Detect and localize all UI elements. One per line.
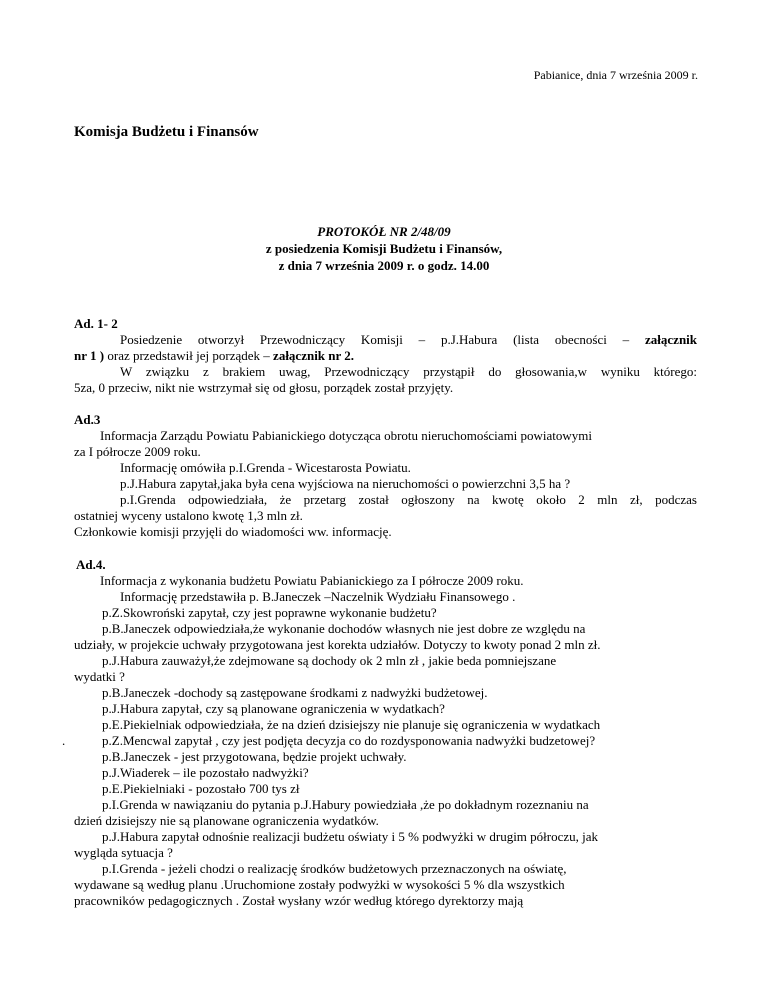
paragraph-line: Informację przedstawiła p. B.Janeczek –Naczelnik Wydziału Finansowego . (120, 589, 516, 604)
section-heading: Ad. 1- 2 (74, 316, 118, 331)
paragraph-line: Informację omówiła p.I.Grenda - Wicestarosta Powiatu. (120, 460, 411, 475)
section-ad-3 (74, 412, 697, 540)
paragraph-line: p.J.Wiaderek – ile pozostało nadwyżki? (102, 765, 309, 780)
paragraph-line: p.I.Grenda - jeżeli chodzi o realizację środków budżetowych przeznaczonych na oświatę, (102, 861, 567, 876)
section-ad-4 (74, 557, 697, 909)
paragraph-line: p.B.Janeczek - jest przygotowana, będzie projekt uchwały. (102, 749, 407, 764)
paragraph-line: p.J.Habura zapytał,jaka była cena wyjściowa na nieruchomości o powierzchni 3,5 ha ? (120, 476, 571, 491)
protocol-number: PROTOKÓŁ NR 2/48/09 (317, 224, 451, 239)
document-date: Pabianice, dnia 7 września 2009 r. (533, 68, 698, 82)
paragraph-line: p.B.Janeczek -dochody są zastępowane środkami z nadwyżki budżetowej. (102, 685, 488, 700)
paragraph-line: p.I.Grenda odpowiedziała, że przetarg został ogłoszony na kwotę około 2 mln zł, podczas (120, 492, 697, 507)
paragraph-line: nr 1 ) oraz przedstawił jej porządek – załącznik nr 2. (74, 348, 355, 363)
protocol-subtitle: z posiedzenia Komisji Budżetu i Finansów, (265, 241, 503, 256)
paragraph-line: Członkowie komisji przyjęli do wiadomości ww. informację. (74, 524, 392, 539)
section-heading: Ad.4. (76, 557, 106, 572)
commission-name: Komisja Budżetu i Finansów (74, 124, 259, 140)
section-ad-1-2 (74, 316, 697, 396)
paragraph-line: Informacja z wykonania budżetu Powiatu Pabianickiego za I półrocze 2009 roku. (100, 573, 524, 588)
paragraph-line: 5za, 0 przeciw, nikt nie wstrzymał się od głosu, porządek został przyjęty. (74, 380, 454, 395)
paragraph-line: p.B.Janeczek odpowiedziała,że wykonanie dochodów własnych nie jest dobre ze względu na (102, 621, 586, 636)
paragraph-line: p.E.Piekielniak odpowiedziała, że na dzień dzisiejszy nie planuje się ograniczenia w wydatkach (102, 717, 601, 732)
paragraph-line: wygląda sytuacja ? (74, 845, 173, 860)
paragraph-line: p.Z.Skowroński zapytał, czy jest poprawne wykonanie budżetu? (102, 605, 437, 620)
paragraph-line: dzień dzisiejszy nie są planowane ograniczenia wydatków. (74, 813, 379, 828)
paragraph-line: pracowników pedagogicznych . Został wysłany wzór według którego dyrektorzy mają (74, 893, 524, 908)
paragraph-line: W związku z brakiem uwag, Przewodniczący przystąpił do głosowania,w wyniku którego: (120, 364, 697, 379)
paragraph-line: wydawane są według planu .Uruchomione zostały podwyżki w wysokości 5 % dla wszystkich (74, 877, 565, 892)
paragraph-line: p.E.Piekielniaki - pozostało 700 tys zł (102, 781, 300, 796)
paragraph-line: wydatki ? (74, 669, 125, 684)
paragraph-line: udziały, w projekcie uchwały przygotowana jest korekta udziałów. Dotyczy to kwoty ponad 2 mln zł. (74, 637, 601, 652)
paragraph-line: Informacja Zarządu Powiatu Pabianickiego dotycząca obrotu nieruchomościami powiatowymi (100, 428, 593, 443)
protocol-date: z dnia 7 września 2009 r. o godz. 14.00 (278, 258, 490, 273)
paragraph-line: ostatniej wyceny ustalono kwotę 1,3 mln zł. (74, 508, 303, 523)
margin-dot: . (62, 733, 66, 748)
paragraph-line: p.I.Grenda w nawiązaniu do pytania p.J.Habury powiedziała ,że po dokładnym rozeznaniu na (102, 797, 589, 812)
paragraph-line: za I półrocze 2009 roku. (74, 444, 201, 459)
paragraph-line: p.J.Habura zapytał odnośnie realizacji budżetu oświaty i 5 % podwyżki w drugim półroczu, jak (102, 829, 599, 844)
paragraph-line: p.J.Habura zapytał, czy są planowane ograniczenia w wydatkach? (102, 701, 445, 716)
section-heading: Ad.3 (74, 412, 101, 427)
paragraph-line: Posiedzenie otworzył Przewodniczący Komisji – p.J.Habura (lista obecności – załącznik (120, 332, 697, 347)
paragraph-line: p.J.Habura zauważył,że zdejmowane są dochody ok 2 mln zł , jakie beda pomniejszane (102, 653, 557, 668)
paragraph-line: p.Z.Mencwal zapytał , czy jest podjęta decyzja co do rozdysponowania nadwyżki budzetowej? (102, 733, 596, 748)
